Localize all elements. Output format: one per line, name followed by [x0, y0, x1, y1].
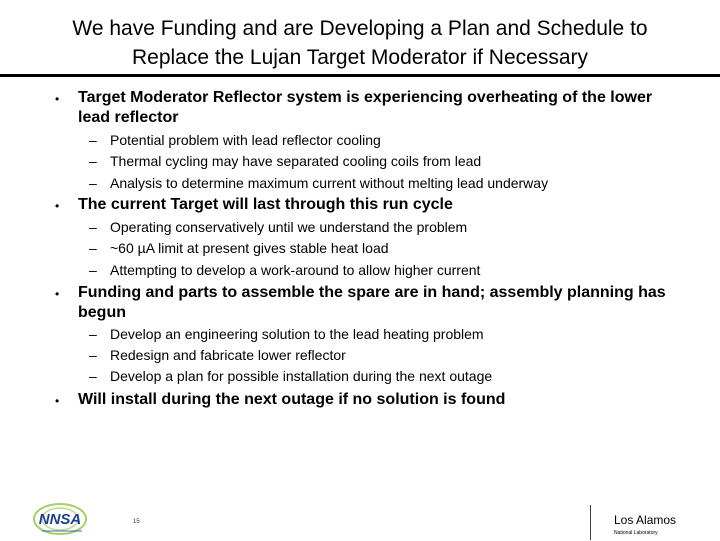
organization-name: Los Alamos — [614, 513, 677, 527]
slide-title-line-1: We have Funding and are Developing a Plan and Schedule to — [72, 17, 648, 40]
sub-item-1-3: Analysis to determine maximum current without melting lead underway — [110, 175, 549, 191]
sub-item-2-1: Operating conservatively until we understand the problem — [110, 219, 468, 235]
dash-icon: – — [89, 262, 97, 278]
sub-item-3-2: Redesign and fabricate lower reflector — [110, 347, 346, 363]
slide-number: 15 — [133, 519, 140, 525]
slide-title — [0, 14, 720, 72]
dash-icon: – — [89, 240, 97, 256]
dash-icon: – — [89, 153, 97, 169]
footer-divider — [590, 505, 591, 540]
bullet-icon: • — [55, 287, 60, 301]
bullet-item-1: Target Moderator Reflector system is experiencing overheating of the lower lead reflector — [78, 89, 653, 126]
title-divider — [0, 74, 720, 77]
bullet-item-4: Will install during the next outage if no solution is found — [78, 391, 506, 408]
dash-icon: – — [89, 219, 97, 235]
dash-icon: – — [89, 326, 97, 342]
sub-item-3-1: Develop an engineering solution to the lead heating problem — [110, 326, 484, 342]
organization-subtitle: National Laboratory — [614, 530, 658, 536]
dash-icon: – — [89, 132, 97, 148]
slide-title-line-2: Replace the Lujan Target Moderator if Necessary — [131, 46, 589, 69]
bullet-icon: • — [55, 394, 60, 408]
sub-item-2-3: Attempting to develop a work-around to allow higher current — [110, 262, 481, 278]
bullet-item-2: The current Target will last through this run cycle — [78, 196, 453, 213]
dash-icon: – — [89, 368, 97, 384]
sub-item-2-2: ~60 µA limit at present gives stable heat load — [110, 240, 389, 256]
nnsa-logo-icon — [12, 502, 108, 536]
bullet-icon: • — [55, 92, 60, 106]
nnsa-logo — [12, 502, 108, 536]
nnsa-logo-text: NNSA — [38, 511, 82, 528]
dash-icon: – — [89, 347, 97, 363]
dash-icon: – — [89, 175, 97, 191]
sub-item-1-2: Thermal cycling may have separated cooling coils from lead — [110, 153, 482, 169]
bullet-item-3: Funding and parts to assemble the spare are in hand; assembly planning has begun — [78, 284, 666, 321]
sub-item-3-3: Develop a plan for possible installation during the next outage — [110, 368, 493, 384]
bullet-icon: • — [55, 199, 60, 213]
sub-item-1-1: Potential problem with lead reflector cooling — [110, 132, 381, 148]
